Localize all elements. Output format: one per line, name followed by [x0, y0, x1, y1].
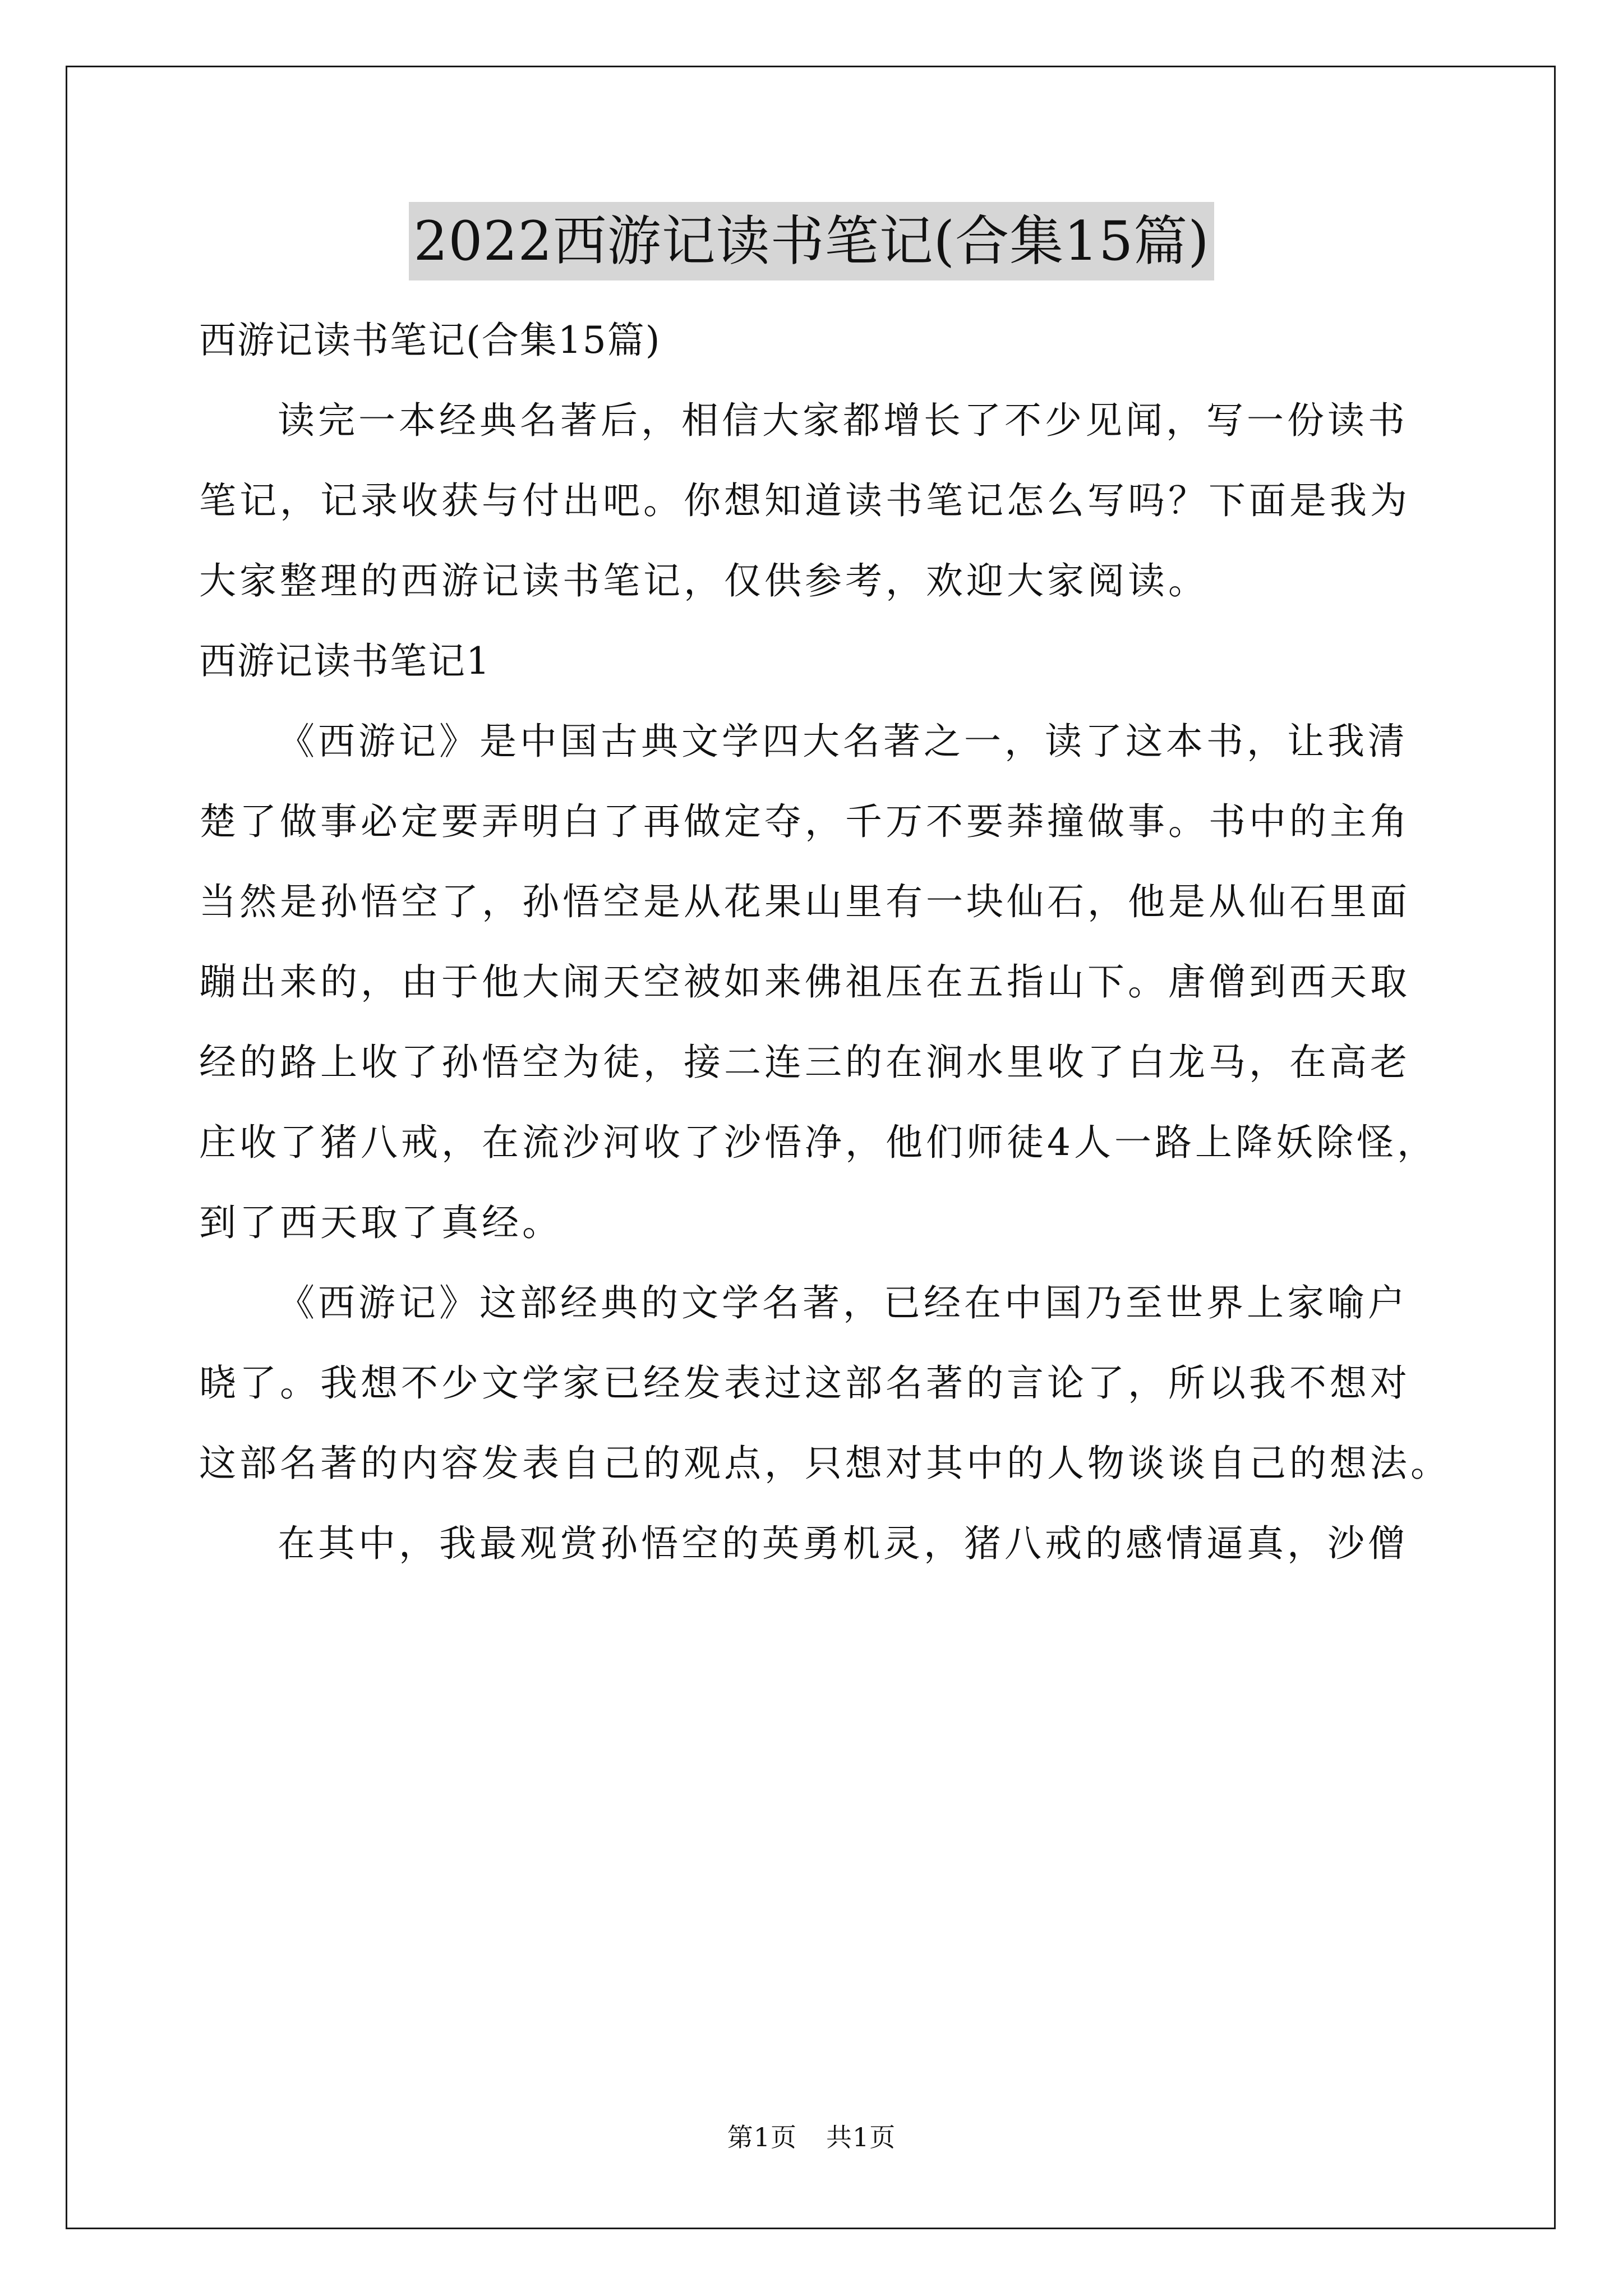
paragraph-line: 《西游记》这部经典的文学名著，已经在中国乃至世界上家喻户: [278, 1281, 1408, 1324]
paragraph-line: 经的路上收了孙悟空为徒，接二连三的在涧水里收了白龙马，在高老: [199, 1041, 1410, 1084]
paragraph-line: 读完一本经典名著后，相信大家都增长了不少见闻，写一份读书: [278, 399, 1408, 442]
page-total: 共1页: [826, 2122, 896, 2152]
page-footer: [0, 2120, 1623, 2154]
paragraph-line: 在其中，我最观赏孙悟空的英勇机灵，猪八戒的感情逼真，沙僧: [278, 1522, 1408, 1565]
paragraph-line: 晓了。我想不少文学家已经发表过这部名著的言论了，所以我不想对: [199, 1361, 1410, 1405]
paragraph-line: 到了西天取了真经。: [199, 1201, 562, 1244]
paragraph-line: 《西游记》是中国古典文学四大名著之一，读了这本书，让我清: [278, 720, 1408, 763]
paragraph-line: 笔记，记录收获与付出吧。你想知道读书笔记怎么写吗？下面是我为: [199, 479, 1410, 522]
document-title: 2022西游记读书笔记(合集15篇): [409, 202, 1214, 280]
paragraph-line: 楚了做事必定要弄明白了再做定夺，千万不要莽撞做事。书中的主角: [199, 800, 1410, 843]
paragraph-line: 当然是孙悟空了，孙悟空是从花果山里有一块仙石，他是从仙石里面: [199, 880, 1410, 923]
subtitle-heading: 西游记读书笔记(合集15篇): [199, 319, 661, 362]
document-body: [199, 300, 1451, 1584]
section-heading: 西游记读书笔记1: [199, 639, 491, 683]
paragraph-line: 庄收了猪八戒，在流沙河收了沙悟净，他们师徒4人一路上降妖除怪，: [199, 1121, 1437, 1164]
page-number: 第1页: [727, 2122, 797, 2152]
title-container: [0, 202, 1623, 280]
paragraph-line: 大家整理的西游记读书笔记，仅供参考，欢迎大家阅读。: [199, 559, 1209, 602]
paragraph-line: 这部名著的内容发表自己的观点，只想对其中的人物谈谈自己的想法。: [199, 1442, 1451, 1485]
paragraph-line: 蹦出来的，由于他大闹天空被如来佛祖压在五指山下。唐僧到西天取: [199, 960, 1410, 1004]
